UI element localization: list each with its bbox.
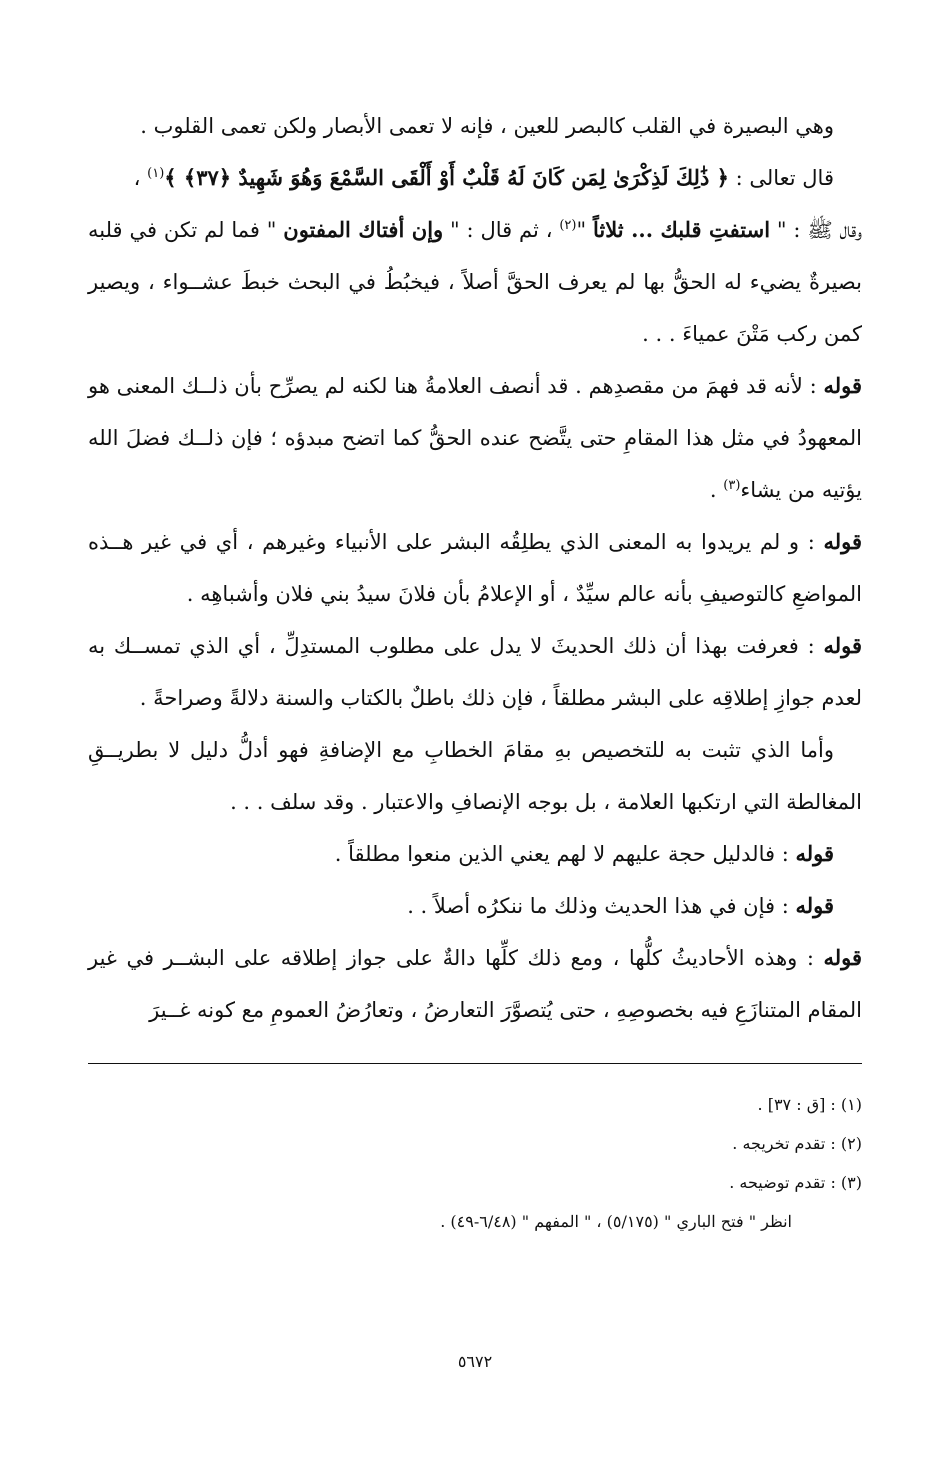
paragraph-9: قوله : فإن في هذا الحديث وذلك ما ننكرُه أصلاً . .	[407, 893, 834, 918]
qawluhu-label: قوله	[795, 893, 834, 918]
page-number: ٥٦٧٢	[457, 1352, 493, 1371]
paragraph-6: قوله : فعرفت بهذا أن ذلك الحديثَ لا يدل على مطلوب المستدِلِّ ، أي الذي تمســك به لعدم جوازِ إطلاقِه على البشر مطلقاً ، فإن ذلك باطلٌ بالكتاب والسنة دلالةً وصراحةً .	[88, 633, 862, 710]
qawluhu-label: قوله	[795, 841, 834, 866]
paragraph-quran: قال تعالى : ﴿ ذَٰلِكَ لَذِكْرَىٰ لِمَن كَانَ لَهُ قَلْبٌ أَوْ أَلْقَى السَّمْعَ وَهُوَ شَهِيدٌ ﴿٣٧﴾ ﴾$^{(١)}$ ،	[133, 165, 834, 190]
qawluhu-label: قوله	[823, 529, 862, 554]
footnotes	[88, 1085, 862, 1241]
footnote-3: (٣) : تقدم توضيحه .	[729, 1173, 862, 1192]
quran-verse: ﴿ ذَٰلِكَ لَذِكْرَىٰ لِمَن كَانَ لَهُ قَلْبٌ أَوْ أَلْقَى السَّمْعَ وَهُوَ شَهِيدٌ ﴿٣٧﴾ ﴾	[164, 165, 729, 190]
footnote-ref-2: (٢)	[559, 218, 577, 233]
paragraph-hadith: وقال ﷺ : " استفتِ قلبك ... ثلاثاً "$^{(٢)}$ ، ثم قال : " وإن أفتاك المفتون " فما لم تكن في قلبه بصيرةٌ يضيء له الحقُّ بها لم يعرف الحقَّ أصلاً ، فيخبُطُ في البحث خبطَ عشــواء ، ويصير كمن ركب مَتْنَ عمياءَ . . .	[88, 217, 862, 346]
footnote-1: (١) : [ق : ٣٧] .	[757, 1095, 862, 1114]
footnote-2: (٢) : تقدم تخريجه .	[732, 1134, 862, 1153]
footnote-3-continuation: انظر " فتح الباري " (٥/١٧٥) ، " المفهم " (٦/٤٨-٤٩) .	[440, 1212, 792, 1231]
qawluhu-label: قوله	[823, 373, 862, 398]
paragraph-7: وأما الذي تثبت به للتخصيص بهِ مقامَ الخطابِ مع الإضافةِ فهو أدلُّ دليل لا بطريــقِ المغالطة التي ارتكبها العلامة ، بل بوجه الإنصافِ والاعتبار . وقد سلف . . .	[88, 738, 862, 814]
paragraph-1: وهي البصيرة في القلب كالبصر للعين ، فإنه لا تعمى الأبصار ولكن تعمى القلوب .	[140, 114, 834, 138]
qawluhu-label: قوله	[823, 945, 862, 970]
paragraph-5: قوله : و لم يريدوا به المعنى الذي يطلِقُه البشر على الأنبياء وغيرهم ، أي في غير هــذه المواضعِ كالتوصيفِ بأنه عالم سيِّدٌ ، أو الإعلامُ بأن فلانَ سيدُ بني فلان وأشباهِه .	[88, 529, 862, 606]
main-text	[88, 100, 862, 1036]
paragraph-8: قوله : فالدليل حجة عليهم لا لهم يعني الذين منعوا مطلقاً .	[334, 841, 834, 866]
footnote-ref-3: (٣)	[723, 478, 741, 493]
qawluhu-label: قوله	[823, 633, 862, 658]
hadith-quote-1: استفتِ قلبك ... ثلاثاً	[592, 217, 771, 242]
paragraph-4: قوله : لأنه قد فهمَ من مقصدِهم . قد أنصف العلامةُ هنا لكنه لم يصرِّح بأن ذلــك المعنى هو المعهودُ في مثل هذا المقامِ حتى يتَّضح عنده الحقُّ كما اتضح مبدؤه ؛ فإن ذلــك فضلَ الله يؤتيه من يشاء$^{(٣)}$ .	[88, 373, 862, 502]
footnote-separator	[88, 1063, 862, 1064]
hadith-quote-2: وإن أفتاك المفتون	[283, 217, 444, 242]
footnote-ref-1: (١)	[147, 166, 165, 181]
paragraph-10: قوله : وهذه الأحاديثُ كلُّها ، ومع ذلك كلِّها دالةٌ على جواز إطلاقه على البشــر في غير المقام المتنازَعِ فيه بخصوصِهِ ، حتى يُتصوَّرَ التعارضُ ، وتعارُضُ العمومِ مع كونه غــيرَ	[88, 945, 862, 1022]
